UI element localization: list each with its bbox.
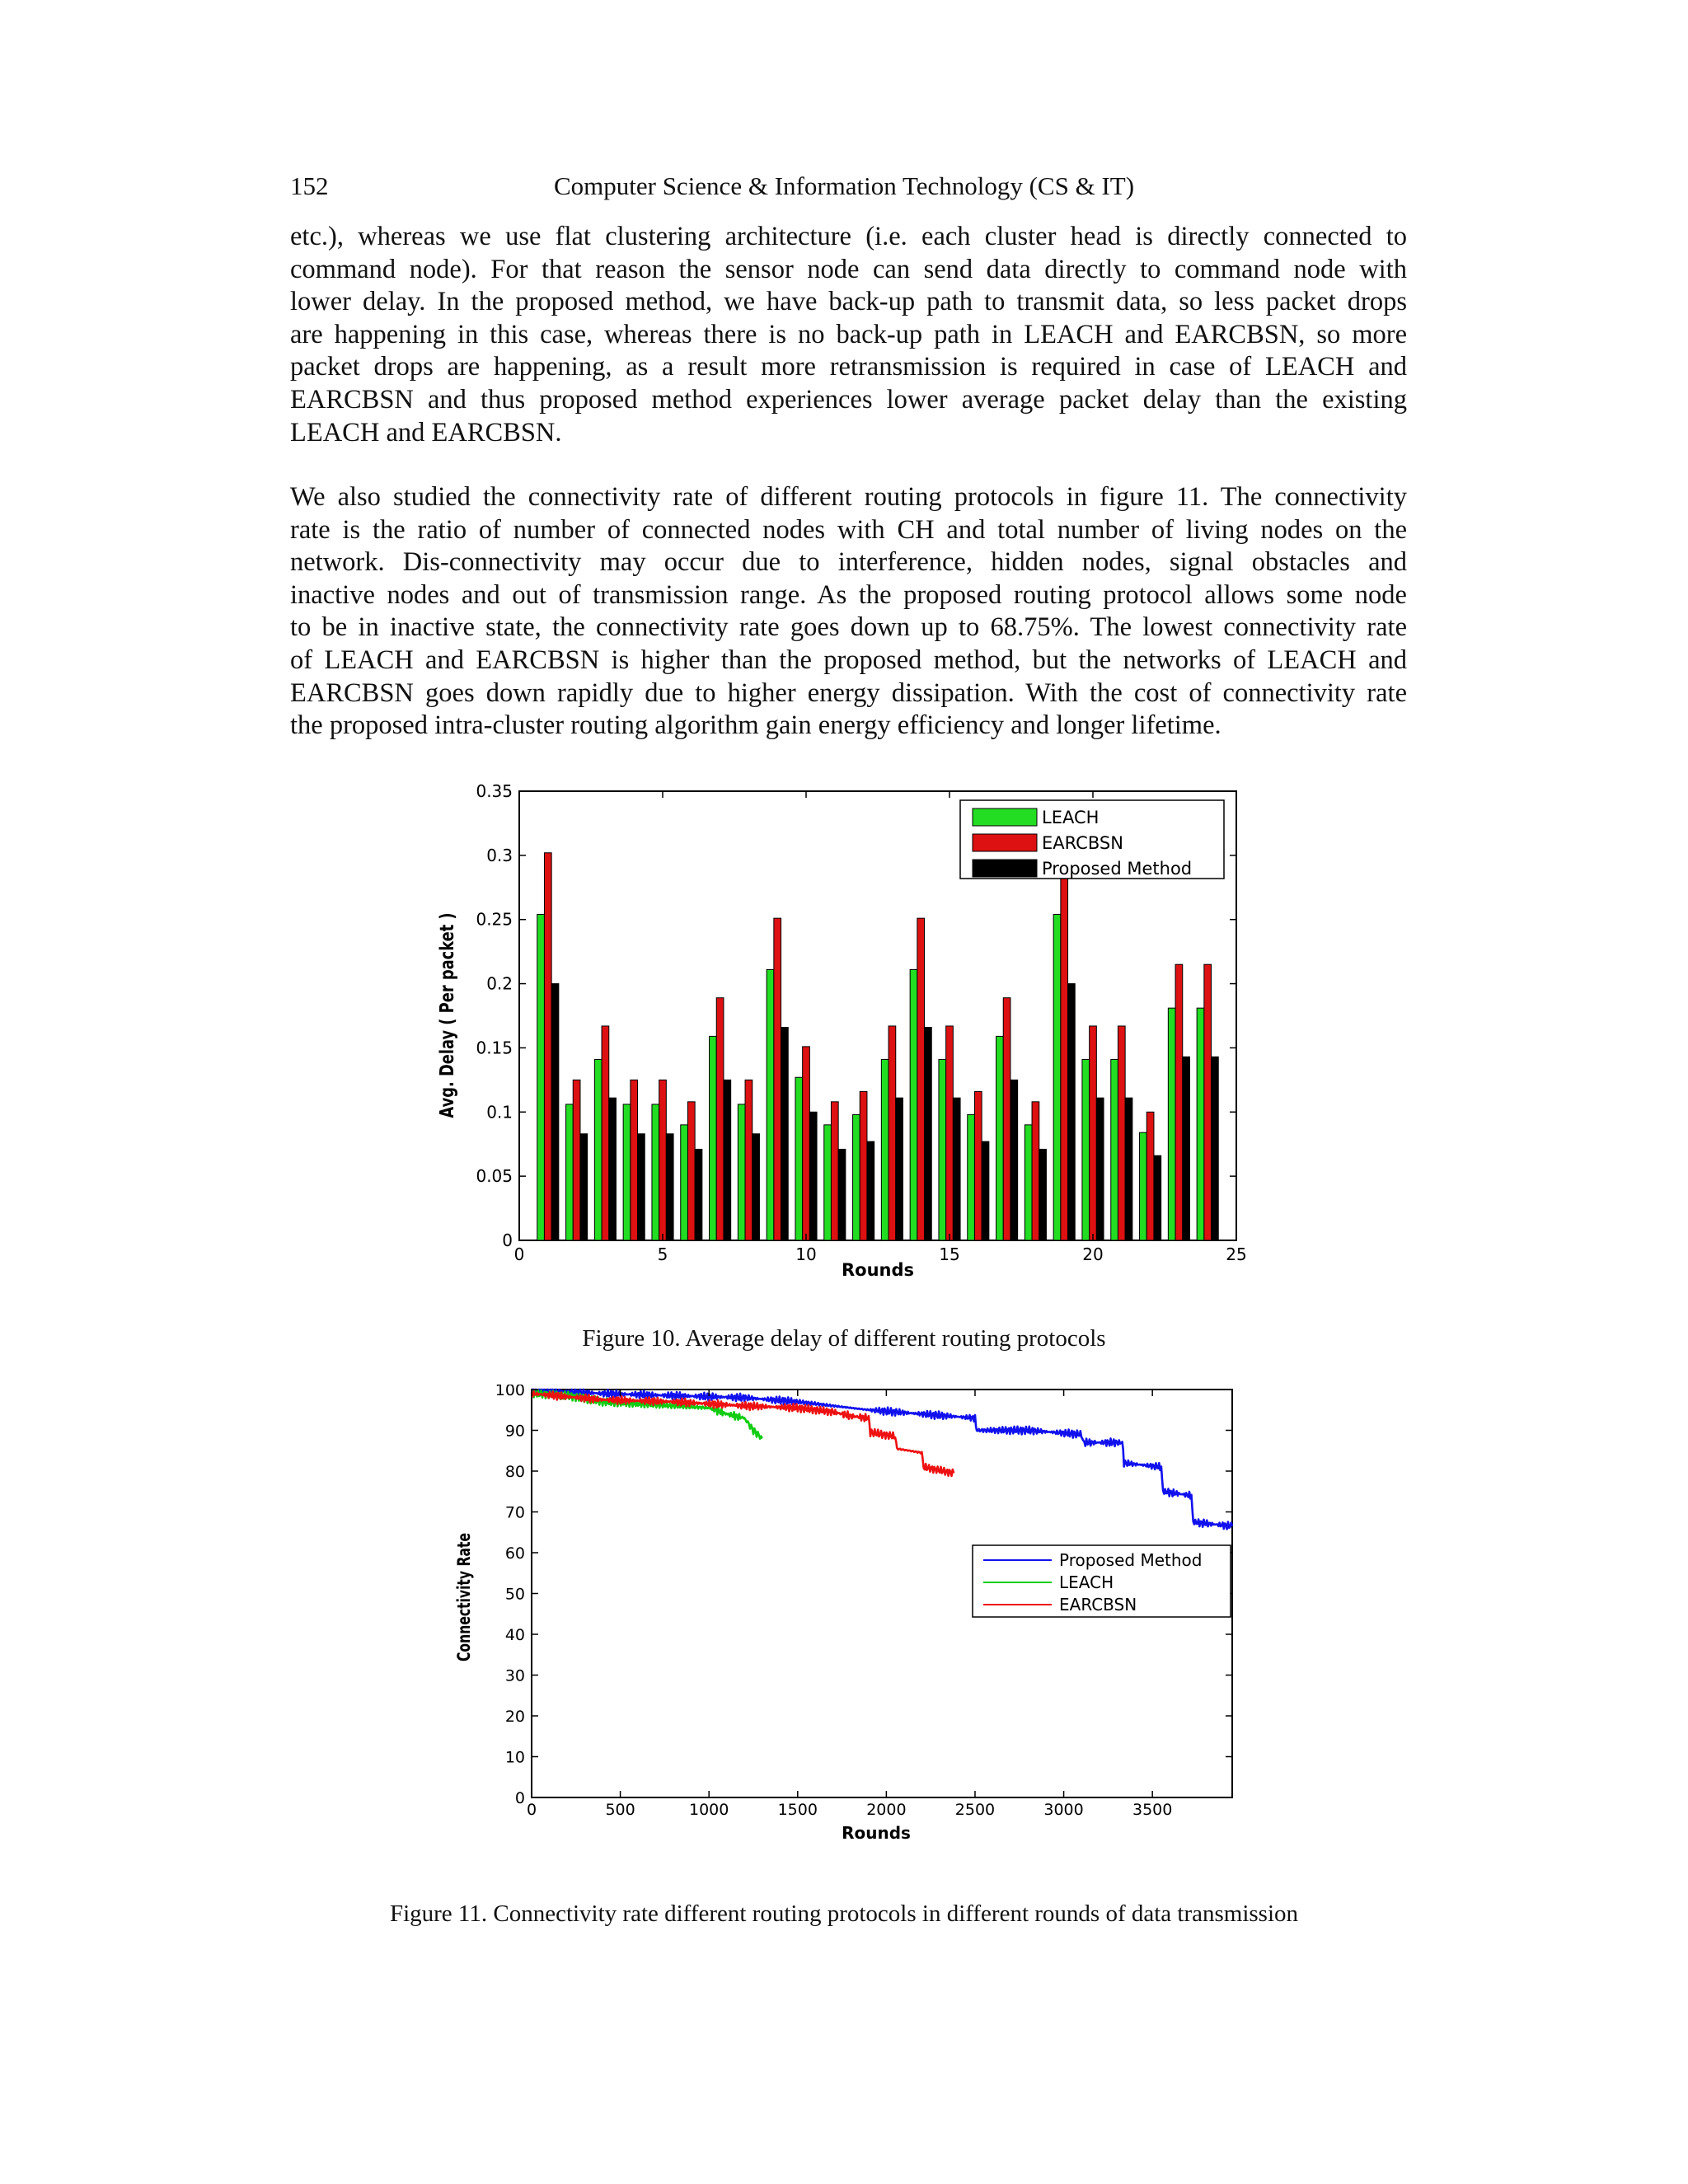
bar-earcbsn (974, 1091, 982, 1240)
x-tick-label: 25 (1226, 1244, 1247, 1264)
bar-leach (710, 1036, 717, 1240)
bar-proposed-method (724, 1080, 731, 1240)
y-tick-label: 80 (504, 1463, 525, 1481)
bar-earcbsn (544, 853, 551, 1240)
legend-label: EARCBSN (1042, 833, 1123, 853)
bar-proposed-method (953, 1098, 960, 1240)
bar-earcbsn (1118, 1026, 1125, 1240)
paragraph-line: command node). For that reason the sensor node can send data directly to command node with (290, 254, 1407, 284)
y-tick-label: 0.3 (486, 845, 513, 865)
bar-leach (623, 1104, 631, 1240)
x-tick-label: 0 (526, 1801, 537, 1819)
bar-leach (1168, 1008, 1175, 1240)
bar-leach (1053, 914, 1061, 1240)
running-header: Computer Science & Information Technology (CS & IT) (553, 171, 1135, 200)
paragraph-line: rate is the ratio of number of connected nodes with CH and total number of living nodes on the (290, 514, 1407, 545)
bar-proposed-method (1096, 1098, 1104, 1240)
y-tick-label: 0.1 (486, 1102, 513, 1122)
bar-earcbsn (659, 1080, 667, 1240)
bar-leach (939, 1059, 946, 1240)
bar-earcbsn (1061, 853, 1068, 1240)
bar-leach (767, 969, 774, 1240)
bar-proposed-method (695, 1149, 702, 1240)
bar-proposed-method (1212, 1057, 1219, 1240)
y-tick-label: 60 (504, 1544, 525, 1563)
paragraph-line: inactive nodes and out of transmission range. As the proposed routing protocol allows some node (290, 579, 1407, 610)
bar-earcbsn (716, 998, 724, 1240)
bar-earcbsn (889, 1026, 896, 1240)
paragraph-line: EARCBSN goes down rapidly due to higher energy dissipation. With the cost of connectivity rate (290, 677, 1407, 708)
fig11-ylabel: Connectivity Rate (454, 1532, 475, 1662)
x-tick-label: 0 (513, 1244, 525, 1264)
fig10-ylabel: Avg. Delay ( Per packet ) (435, 912, 458, 1118)
paragraph-line: of LEACH and EARCBSN is higher than the proposed method, but the networks of LEACH and (290, 644, 1407, 675)
x-tick-label: 3500 (1132, 1801, 1173, 1819)
paragraph-connectivity-discussion (290, 481, 1407, 743)
bar-earcbsn (1204, 964, 1212, 1240)
paragraph-line: EARCBSN and thus proposed method experiences lower average packet delay than the existing (290, 384, 1407, 415)
figure-10-caption: Figure 10. Average delay of different routing protocols (582, 1325, 1106, 1352)
bar-leach (1111, 1059, 1118, 1240)
y-tick-label: 70 (504, 1503, 525, 1522)
x-tick-label: 1500 (777, 1801, 818, 1819)
bar-earcbsn (1146, 1112, 1154, 1240)
bar-proposed-method (638, 1134, 645, 1240)
figure-11-line-chart (445, 1385, 1269, 1854)
bar-proposed-method (809, 1112, 817, 1240)
x-tick-label: 500 (605, 1801, 635, 1819)
bar-leach (910, 969, 917, 1240)
bar-proposed-method (838, 1149, 846, 1240)
legend-label: Proposed Method (1042, 859, 1193, 879)
fig10-legend (960, 800, 1224, 879)
bar-leach (968, 1114, 975, 1240)
bar-earcbsn (860, 1091, 867, 1240)
bar-proposed-method (1125, 1098, 1132, 1240)
bar-leach (795, 1077, 803, 1240)
bar-earcbsn (803, 1047, 810, 1240)
bar-leach (652, 1104, 659, 1240)
bar-earcbsn (602, 1026, 609, 1240)
bar-leach (996, 1036, 1004, 1240)
bar-proposed-method (580, 1134, 588, 1240)
x-tick-label: 3000 (1043, 1801, 1084, 1819)
y-tick-label: 30 (504, 1666, 525, 1685)
bar-earcbsn (946, 1026, 954, 1240)
bar-earcbsn (831, 1102, 838, 1240)
paragraph-line: We also studied the connectivity rate of different routing protocols in figure 11. The connectivity (290, 482, 1407, 512)
x-tick-label: 10 (795, 1244, 817, 1264)
bar-proposed-method (551, 984, 559, 1240)
bar-earcbsn (631, 1080, 638, 1240)
bar-proposed-method (753, 1134, 760, 1240)
paragraph-line: to be in inactive state, the connectivity rate goes down up to 68.75%. The lowest connectivity rate (290, 612, 1407, 643)
bar-leach (594, 1059, 602, 1240)
y-tick-label: 10 (504, 1748, 525, 1767)
bar-earcbsn (917, 918, 925, 1240)
bar-earcbsn (1175, 964, 1183, 1240)
bar-earcbsn (774, 918, 781, 1240)
bar-proposed-method (982, 1141, 989, 1240)
bar-proposed-method (925, 1028, 932, 1240)
paragraph-delay-discussion (290, 221, 1407, 449)
paragraph-line: network. Dis-connectivity may occur due to interference, hidden nodes, signal obstacles and (290, 547, 1407, 578)
y-tick-label: 0 (502, 1230, 513, 1250)
legend-label: LEACH (1042, 808, 1100, 827)
bar-leach (881, 1059, 889, 1240)
paragraph-line: the proposed intra-cluster routing algorithm gain energy efficiency and longer lifetime. (290, 710, 1221, 741)
y-tick-label: 0.35 (476, 781, 513, 801)
bar-earcbsn (1090, 1026, 1097, 1240)
legend-swatch (973, 808, 1037, 826)
bar-proposed-method (896, 1098, 903, 1240)
bar-proposed-method (609, 1098, 617, 1240)
bar-leach (1197, 1008, 1204, 1240)
paragraph-line: packet drops are happening, as a result more retransmission is required in case of LEACH and (290, 352, 1407, 382)
bar-earcbsn (1032, 1102, 1039, 1240)
x-tick-label: 1000 (689, 1801, 729, 1819)
fig11-legend (973, 1545, 1231, 1617)
bar-proposed-method (1068, 984, 1076, 1240)
paragraph-line: lower delay. In the proposed method, we have back-up path to transmit data, so less packet drops (290, 287, 1407, 317)
bar-leach (537, 914, 545, 1240)
bar-proposed-method (867, 1141, 874, 1240)
bar-leach (1025, 1125, 1032, 1240)
y-tick-label: 0.25 (476, 909, 513, 930)
bar-proposed-method (781, 1028, 789, 1240)
bar-proposed-method (1154, 1155, 1161, 1240)
legend-swatch (973, 860, 1037, 877)
bar-earcbsn (573, 1080, 580, 1240)
paragraph-line: LEACH and EARCBSN. (290, 417, 562, 448)
bar-earcbsn (745, 1080, 753, 1240)
y-tick-label: 100 (495, 1385, 525, 1399)
y-tick-label: 90 (504, 1422, 525, 1441)
legend-swatch (973, 834, 1037, 851)
bar-proposed-method (1010, 1080, 1018, 1240)
x-tick-label: 2000 (866, 1801, 907, 1819)
x-tick-label: 15 (939, 1244, 960, 1264)
bar-proposed-method (1039, 1149, 1047, 1240)
bar-earcbsn (1003, 998, 1010, 1240)
bar-leach (681, 1125, 688, 1240)
legend-label: Proposed Method (1059, 1550, 1203, 1570)
bar-leach (1082, 1059, 1090, 1240)
y-tick-label: 0.15 (476, 1038, 513, 1058)
legend-label: EARCBSN (1059, 1595, 1137, 1615)
y-tick-label: 0.05 (476, 1166, 513, 1187)
bar-leach (824, 1125, 832, 1240)
x-tick-label: 20 (1082, 1244, 1104, 1264)
x-tick-label: 2500 (954, 1801, 996, 1819)
paragraph-line: are happening in this case, whereas there is no back-up path in LEACH and EARCBSN, so more (290, 319, 1407, 349)
bar-earcbsn (687, 1102, 695, 1240)
y-tick-label: 0.2 (486, 973, 513, 994)
x-tick-label: 5 (657, 1244, 668, 1264)
bar-leach (853, 1114, 860, 1240)
y-tick-label: 20 (504, 1708, 525, 1726)
y-tick-label: 40 (504, 1626, 525, 1644)
bar-leach (738, 1104, 745, 1240)
y-tick-label: 50 (504, 1585, 525, 1604)
page-number: 152 (290, 171, 329, 200)
y-tick-label: 0 (514, 1789, 525, 1807)
bar-leach (1140, 1132, 1147, 1240)
figure-11-caption: Figure 11. Connectivity rate different routing protocols in different rounds of data transmission (389, 1900, 1299, 1927)
bar-proposed-method (1183, 1057, 1190, 1240)
legend-label: LEACH (1059, 1572, 1114, 1592)
fig11-xlabel: Rounds (842, 1823, 911, 1843)
bar-proposed-method (666, 1134, 673, 1240)
figure-10-bar-chart (412, 775, 1286, 1302)
paragraph-line: etc.), whereas we use flat clustering architecture (i.e. each cluster head is directly connected to (290, 222, 1407, 251)
bar-leach (566, 1104, 574, 1240)
fig10-xlabel: Rounds (841, 1260, 915, 1280)
